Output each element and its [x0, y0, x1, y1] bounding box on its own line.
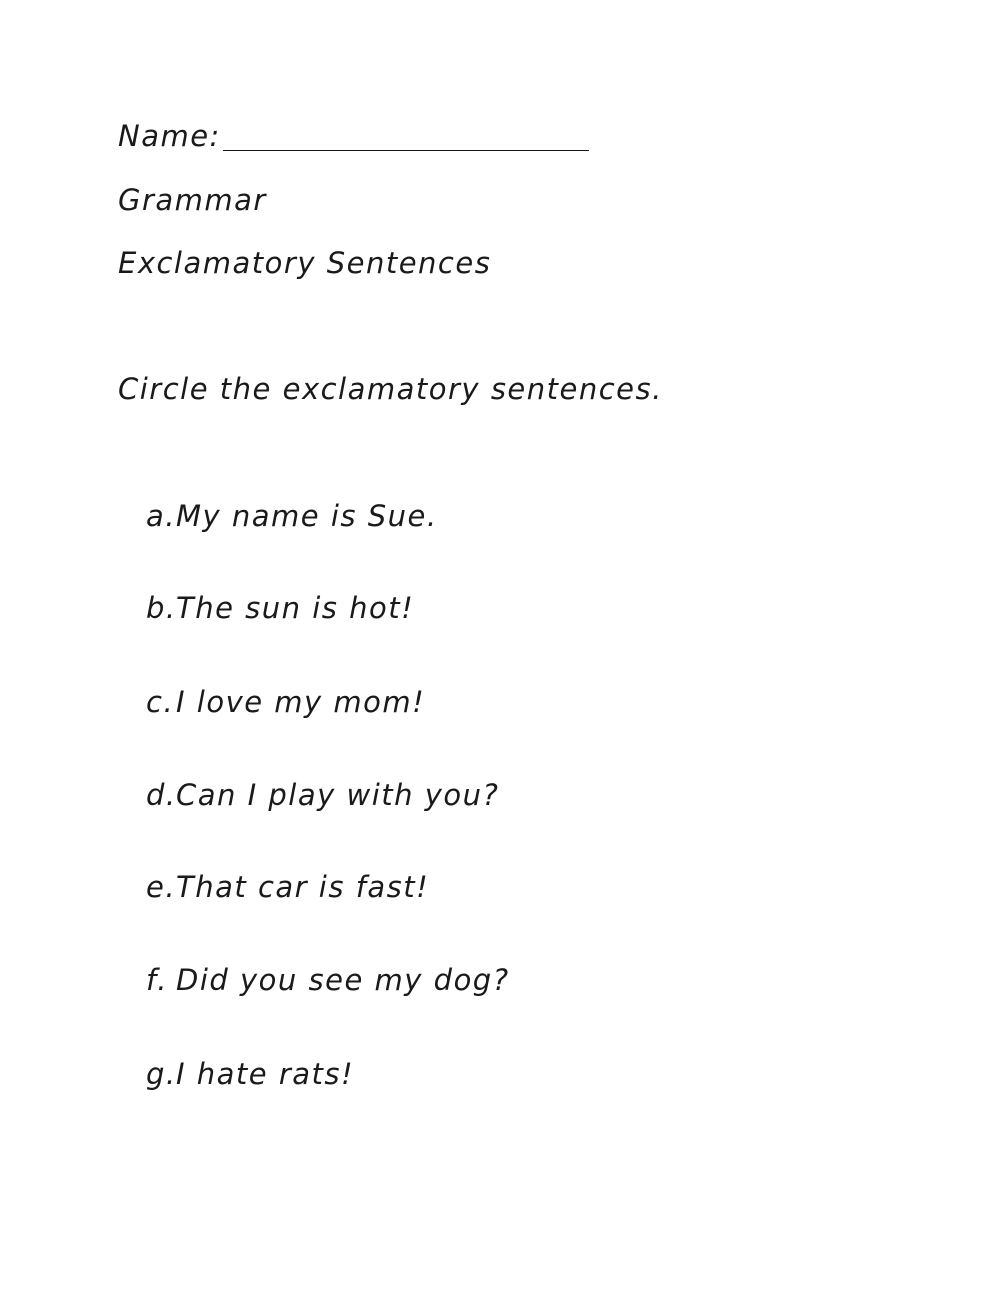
item-letter: d. — [146, 778, 177, 812]
item-text: My name is Sue. — [176, 499, 438, 533]
item-text: That car is fast! — [176, 870, 430, 904]
instruction-text: Circle the exclamatory sentences. — [118, 372, 663, 406]
item-letter: a. — [146, 499, 176, 533]
sentence-item-c[interactable] — [146, 685, 426, 719]
item-text: Can I play with you? — [176, 778, 500, 812]
sentence-item-e[interactable] — [146, 870, 430, 904]
sentence-item-d[interactable] — [146, 778, 500, 812]
item-letter: f. — [146, 963, 168, 997]
sentence-item-f[interactable] — [146, 963, 510, 997]
item-letter: e. — [146, 870, 177, 904]
item-text: The sun is hot! — [176, 591, 415, 625]
sentence-item-a[interactable] — [146, 499, 438, 533]
item-text: I love my mom! — [176, 685, 426, 719]
name-blank-line[interactable] — [223, 124, 589, 151]
item-letter: g. — [146, 1057, 177, 1091]
sentence-item-g[interactable] — [146, 1057, 355, 1091]
topic-heading: Exclamatory Sentences — [118, 246, 492, 280]
subject-heading: Grammar — [118, 183, 267, 217]
name-label: Name: — [118, 119, 221, 153]
item-letter: b. — [146, 591, 177, 625]
sentence-item-b[interactable] — [146, 591, 415, 625]
name-field — [118, 119, 589, 153]
item-text: Did you see my dog? — [176, 963, 510, 997]
item-text: I hate rats! — [176, 1057, 355, 1091]
item-letter: c. — [146, 685, 175, 719]
